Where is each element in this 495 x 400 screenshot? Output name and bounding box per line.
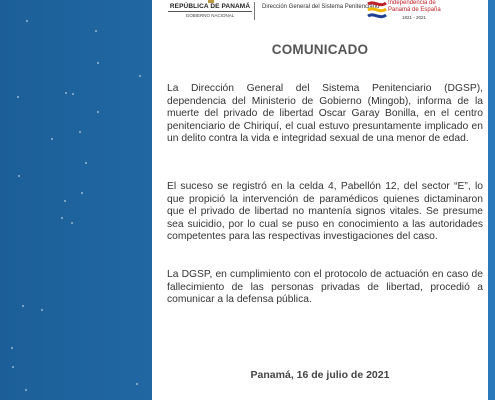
institution-name: Dirección General del Sistema Penitenciario [262,4,380,10]
government-logo [168,3,252,18]
government-title: REPÚBLICA DE PANAMÁ [169,3,251,10]
star-dot [64,200,66,202]
star-dot [79,131,81,133]
star-dot [136,383,138,385]
anniversary-years: 1821 - 2021 [402,15,427,20]
star-dot [85,162,87,164]
paragraph-1: La Dirección General del Sistema Penitenciario (DGSP), dependencia del Ministerio de Gobierno (Mingob), informa de la muerte del privado de libertad Oscar Garay Bonilla, en el centro penitenciario de Chiriquí, el cual estuvo presuntamente implicado en un delito contra la vida e integridad sexual de una menor de edad. [167,83,483,144]
star-dot [71,222,73,224]
star-dot [97,111,99,113]
government-subtitle: GOBIERNO NACIONAL [168,11,252,18]
star-dot [61,217,63,219]
star-dot [22,305,24,307]
star-dot [72,93,74,95]
star-dot [81,192,83,194]
star-dot [95,30,97,32]
anniversary-line-2: Panamá de España [388,7,441,13]
letterhead [152,0,488,26]
document-title: COMUNICADO [271,42,369,57]
star-dot [11,347,13,349]
star-dot [18,175,20,177]
header-divider [254,2,255,20]
star-dot [25,389,27,391]
star-dot [97,62,99,64]
paragraph-2: El suceso se registró en la celda 4, Pabellón 12, del sector “E”, lo que propició la intervención de paramédicos quienes dictaminaron que el privado de libertad no mantenía signos vitales. Se presume sea suicidio, por lo cual se puso en conocimiento a las autoridades competentes para las respectivas investigaciones del caso. [167,181,483,242]
paragraph-3: La DGSP, en cumplimiento con el protocolo de actuación en caso de fallecimiento de las personas privadas de libertad, procedió a comunicar a la defensa pública. [167,269,483,305]
star-dot [65,92,67,94]
star-dot [139,75,141,77]
communique-document [152,0,488,400]
anniversary-line-1: Independencia de [388,0,436,6]
coat-of-arms-icon [208,0,214,3]
bicentennial-logo [366,0,486,26]
star-dot [17,96,19,98]
star-dot [26,20,28,22]
bicentennial-emblem-icon [366,0,388,24]
star-dot [51,138,53,140]
place-and-date: Panamá, 16 de julio de 2021 [250,369,390,381]
star-dot [12,366,14,368]
star-dot [41,309,43,311]
